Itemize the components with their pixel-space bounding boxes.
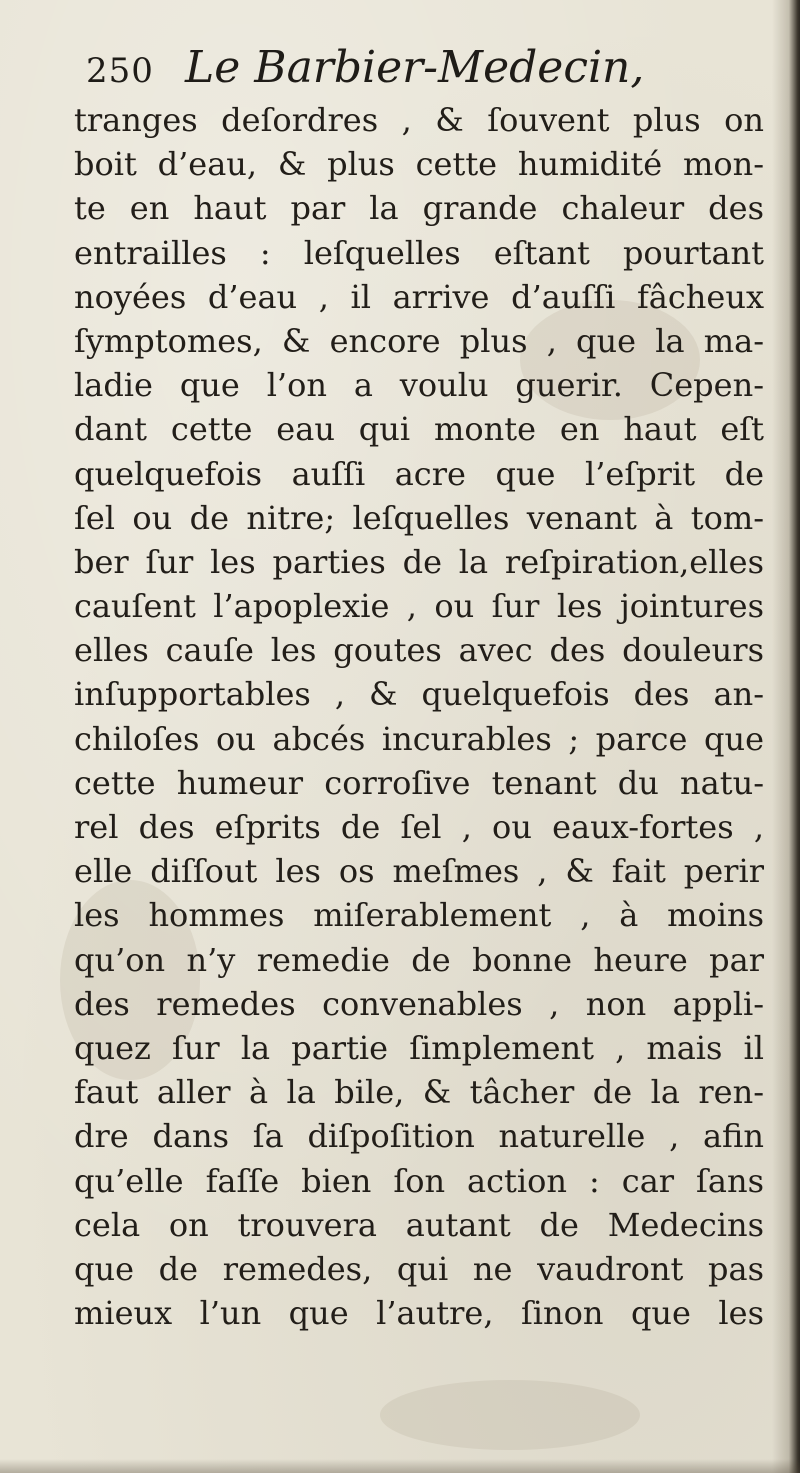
- text-line: quez ſur la partie ſimplement , mais il: [74, 1028, 764, 1067]
- page-header: [86, 42, 746, 102]
- text-line: entrailles : leſquelles eſtant pourtant: [74, 233, 764, 272]
- text-line: te en haut par la grande chaleur des: [74, 189, 764, 228]
- running-title: Le Barbier-Medecin,: [185, 42, 645, 93]
- text-line: ſel ou de nitre; leſquelles venant à tom-: [74, 498, 764, 537]
- text-line: inſupportables , & quelquefois des an-: [74, 675, 764, 714]
- text-line: rel des eſprits de ſel , ou eaux-fortes ,: [74, 808, 764, 846]
- text-line: des remedes convenables , non appli-: [74, 984, 764, 1023]
- text-line: les hommes miſerablement , à moins: [74, 896, 764, 935]
- text-line: dant cette eau qui monte en haut eſt: [74, 410, 764, 449]
- text-line: tranges deſordres , & ſouvent plus on: [74, 101, 764, 139]
- paper-stain: [380, 1380, 640, 1450]
- text-line: qu’elle faſſe bien ſon action : car ſans: [74, 1161, 764, 1200]
- text-line: cauſent l’apoplexie , ou ſur les jointures: [74, 587, 764, 626]
- text-line: ber ſur les parties de la reſpiration,elles: [74, 542, 764, 581]
- text-line: cela on trouvera autant de Medecins: [74, 1205, 764, 1244]
- text-line: noyées d’eau , il arrive d’auſſi fâcheux: [74, 277, 764, 316]
- text-line: faut aller à la bile, & tâcher de la ren-: [74, 1073, 764, 1112]
- page-edge-shadow: [772, 0, 800, 1473]
- text-line: ſymptomes, & encore plus , que la ma-: [74, 321, 764, 360]
- text-line: ladie que l’on a voulu guerir. Cepen-: [74, 366, 764, 405]
- text-line: elle diſſout les os meſmes , & fait perir: [74, 852, 764, 891]
- text-line: quelquefois auſſi acre que l’eſprit de: [74, 454, 764, 493]
- text-line: chiloſes ou abcés incurables ; parce que: [74, 719, 764, 758]
- body-text: [74, 98, 764, 1335]
- text-line: boit d’eau, & plus cette humidité mon-: [74, 145, 764, 184]
- text-line: qu’on n’y remedie de bonne heure par: [74, 940, 764, 979]
- text-line: mieux l’un que l’autre, ſinon que les: [74, 1294, 764, 1333]
- text-line: cette humeur corroſive tenant du natu-: [74, 763, 764, 802]
- page-number: 250: [86, 51, 154, 91]
- text-line: que de remedes, qui ne vaudront pas: [74, 1249, 764, 1288]
- text-line: dre dans ſa diſpoſition naturelle , afin: [74, 1117, 764, 1156]
- text-line: elles cauſe les goutes avec des douleurs: [74, 631, 764, 670]
- page-bottom-shadow: [0, 1459, 800, 1473]
